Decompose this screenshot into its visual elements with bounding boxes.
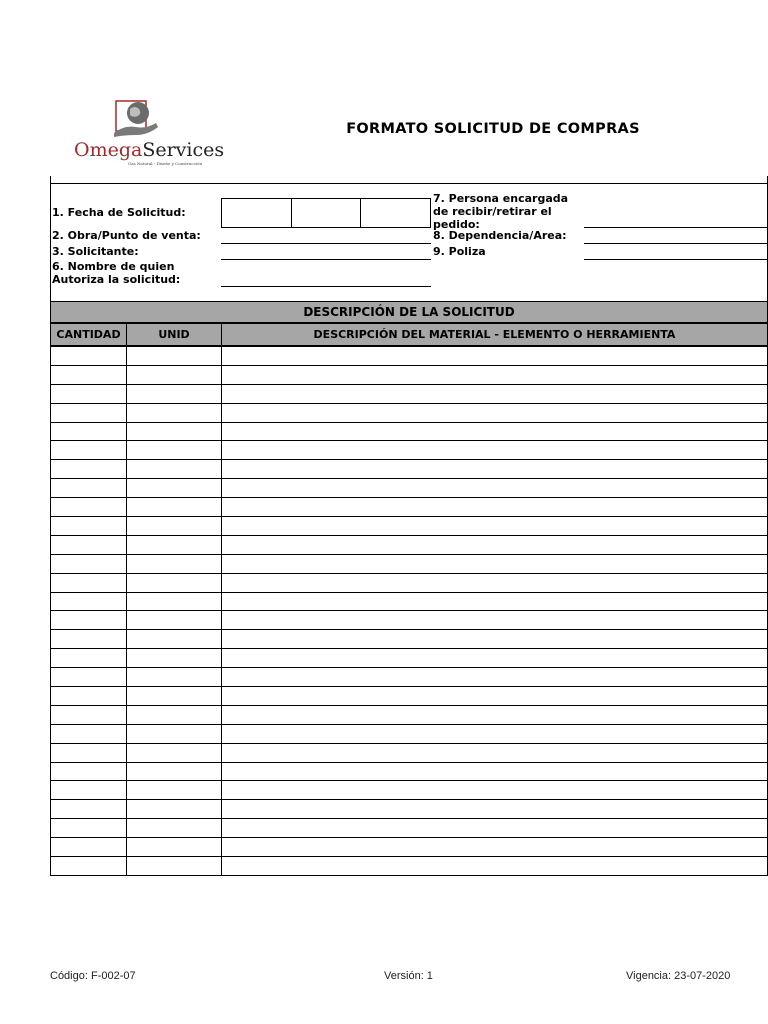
descripcion-cell[interactable] (221, 441, 767, 460)
descripcion-cell[interactable] (221, 649, 767, 668)
persona-label-line3: pedido: (433, 218, 480, 231)
unid-cell[interactable] (126, 762, 221, 781)
cantidad-cell[interactable] (51, 441, 127, 460)
dependencia-label: 8. Dependencia/Area: (433, 229, 567, 242)
cantidad-cell[interactable] (51, 819, 127, 838)
descripcion-cell[interactable] (221, 611, 767, 630)
autoriza-label-line2: Autoriza la solicitud: (52, 273, 181, 286)
descripcion-cell[interactable] (221, 384, 767, 403)
unid-cell[interactable] (126, 535, 221, 554)
unid-cell[interactable] (126, 422, 221, 441)
unid-cell[interactable] (126, 347, 221, 366)
cantidad-cell[interactable] (51, 800, 127, 819)
unid-cell[interactable] (126, 517, 221, 536)
table-row (51, 762, 768, 781)
fecha-year-cell[interactable] (361, 199, 430, 227)
table-row (51, 573, 768, 592)
cantidad-cell[interactable] (51, 403, 127, 422)
unid-cell[interactable] (126, 630, 221, 649)
unid-cell[interactable] (126, 592, 221, 611)
unid-cell[interactable] (126, 668, 221, 687)
section-title: DESCRIPCIÓN DE LA SOLICITUD (50, 301, 768, 323)
table-row (51, 554, 768, 573)
autoriza-label-line1: 6. Nombre de quien (52, 260, 175, 273)
autoriza-label (52, 260, 180, 286)
cantidad-cell[interactable] (51, 724, 127, 743)
column-header-descripcion: DESCRIPCIÓN DEL MATERIAL - ELEMENTO O HERRAMIENTA (221, 323, 768, 346)
cantidad-cell[interactable] (51, 422, 127, 441)
descripcion-cell[interactable] (221, 668, 767, 687)
table-row (51, 687, 768, 706)
table-row (51, 365, 768, 384)
descripcion-cell[interactable] (221, 819, 767, 838)
solicitante-label: 3. Solicitante: (52, 245, 139, 258)
descripcion-cell[interactable] (221, 743, 767, 762)
table-row (51, 384, 768, 403)
table-row (51, 592, 768, 611)
persona-label (433, 192, 568, 231)
brand-tagline: Gas Natural - Diseño y Construcción (128, 161, 203, 166)
cantidad-cell[interactable] (51, 687, 127, 706)
cantidad-cell[interactable] (51, 347, 127, 366)
descripcion-cell[interactable] (221, 422, 767, 441)
descripcion-cell[interactable] (221, 838, 767, 857)
table-row (51, 517, 768, 536)
descripcion-cell[interactable] (221, 535, 767, 554)
descripcion-cell[interactable] (221, 573, 767, 592)
table-row (51, 441, 768, 460)
footer-codigo: Código: F-002-07 (50, 970, 136, 982)
fecha-month-cell[interactable] (292, 199, 362, 227)
fecha-input-boxes[interactable] (221, 198, 431, 228)
unid-cell[interactable] (126, 384, 221, 403)
cantidad-cell[interactable] (51, 611, 127, 630)
brand-omega: Omega (74, 139, 143, 161)
descripcion-cell[interactable] (221, 460, 767, 479)
brand-services: Services (142, 139, 225, 161)
unid-cell[interactable] (126, 441, 221, 460)
table-row (51, 724, 768, 743)
unid-cell[interactable] (126, 403, 221, 422)
cantidad-cell[interactable] (51, 479, 127, 498)
table-row (51, 611, 768, 630)
unid-cell[interactable] (126, 611, 221, 630)
descripcion-cell[interactable] (221, 724, 767, 743)
table-row (51, 857, 768, 876)
cantidad-cell[interactable] (51, 630, 127, 649)
autoriza-input-line[interactable] (221, 286, 431, 287)
table-row (51, 838, 768, 857)
cantidad-cell[interactable] (51, 857, 127, 876)
cantidad-cell[interactable] (51, 517, 127, 536)
table-row (51, 630, 768, 649)
table-row (51, 347, 768, 366)
cantidad-cell[interactable] (51, 649, 127, 668)
persona-label-line2: de recibir/retirar el (433, 205, 552, 218)
cantidad-cell[interactable] (51, 705, 127, 724)
descripcion-cell[interactable] (221, 762, 767, 781)
unid-cell[interactable] (126, 460, 221, 479)
unid-cell[interactable] (126, 724, 221, 743)
cantidad-cell[interactable] (51, 384, 127, 403)
descripcion-cell[interactable] (221, 403, 767, 422)
cantidad-cell[interactable] (51, 668, 127, 687)
table-row (51, 800, 768, 819)
unid-cell[interactable] (126, 573, 221, 592)
cantidad-cell[interactable] (51, 573, 127, 592)
obra-input-line[interactable] (221, 243, 431, 244)
unid-cell[interactable] (126, 781, 221, 800)
form-top-border (50, 183, 768, 184)
poliza-input-line[interactable] (584, 259, 768, 260)
unid-cell[interactable] (126, 365, 221, 384)
column-header-unid: UNID (126, 323, 222, 346)
descripcion-cell[interactable] (221, 365, 767, 384)
unid-cell[interactable] (126, 498, 221, 517)
cantidad-cell[interactable] (51, 554, 127, 573)
cantidad-cell[interactable] (51, 781, 127, 800)
footer-version: Versión: 1 (384, 970, 433, 982)
descripcion-cell[interactable] (221, 800, 767, 819)
unid-cell[interactable] (126, 857, 221, 876)
unid-cell[interactable] (126, 800, 221, 819)
unid-cell[interactable] (126, 687, 221, 706)
cantidad-cell[interactable] (51, 743, 127, 762)
descripcion-cell[interactable] (221, 630, 767, 649)
unid-cell[interactable] (126, 838, 221, 857)
obra-label: 2. Obra/Punto de venta: (52, 229, 201, 242)
fecha-day-cell[interactable] (222, 199, 292, 227)
cantidad-cell[interactable] (51, 498, 127, 517)
fecha-label: 1. Fecha de Solicitud: (52, 206, 186, 219)
cantidad-cell[interactable] (51, 365, 127, 384)
unid-cell[interactable] (126, 649, 221, 668)
poliza-label: 9. Poliza (433, 245, 486, 258)
unid-cell[interactable] (126, 743, 221, 762)
cantidad-cell[interactable] (51, 535, 127, 554)
footer-vigencia: Vigencia: 23-07-2020 (626, 970, 731, 982)
descripcion-cell[interactable] (221, 705, 767, 724)
company-logo (74, 97, 225, 169)
descripcion-cell[interactable] (221, 781, 767, 800)
table-row (51, 781, 768, 800)
form-left-border (50, 176, 51, 301)
unid-cell[interactable] (126, 554, 221, 573)
table-row (51, 743, 768, 762)
persona-input-line[interactable] (584, 227, 768, 228)
unid-cell[interactable] (126, 479, 221, 498)
dependencia-input-line[interactable] (584, 243, 768, 244)
cantidad-cell[interactable] (51, 838, 127, 857)
globe-hand-icon (112, 99, 160, 143)
descripcion-cell[interactable] (221, 592, 767, 611)
cantidad-cell[interactable] (51, 762, 127, 781)
table-row (51, 705, 768, 724)
column-header-cantidad: CANTIDAD (50, 323, 127, 346)
descripcion-cell[interactable] (221, 498, 767, 517)
request-items-table (50, 346, 768, 876)
page-title: FORMATO SOLICITUD DE COMPRAS (346, 121, 640, 137)
table-row (51, 535, 768, 554)
brand-name (74, 139, 225, 161)
table-row (51, 498, 768, 517)
unid-cell[interactable] (126, 819, 221, 838)
table-row (51, 668, 768, 687)
table-row (51, 819, 768, 838)
table-row (51, 479, 768, 498)
descripcion-cell[interactable] (221, 554, 767, 573)
descripcion-cell[interactable] (221, 687, 767, 706)
descripcion-cell[interactable] (221, 347, 767, 366)
unid-cell[interactable] (126, 705, 221, 724)
cantidad-cell[interactable] (51, 592, 127, 611)
solicitante-input-line[interactable] (221, 259, 431, 260)
descripcion-cell[interactable] (221, 857, 767, 876)
table-row (51, 649, 768, 668)
table-row (51, 460, 768, 479)
table-row (51, 422, 768, 441)
descripcion-cell[interactable] (221, 479, 767, 498)
table-row (51, 403, 768, 422)
persona-label-line1: 7. Persona encargada (433, 192, 569, 205)
cantidad-cell[interactable] (51, 460, 127, 479)
descripcion-cell[interactable] (221, 517, 767, 536)
